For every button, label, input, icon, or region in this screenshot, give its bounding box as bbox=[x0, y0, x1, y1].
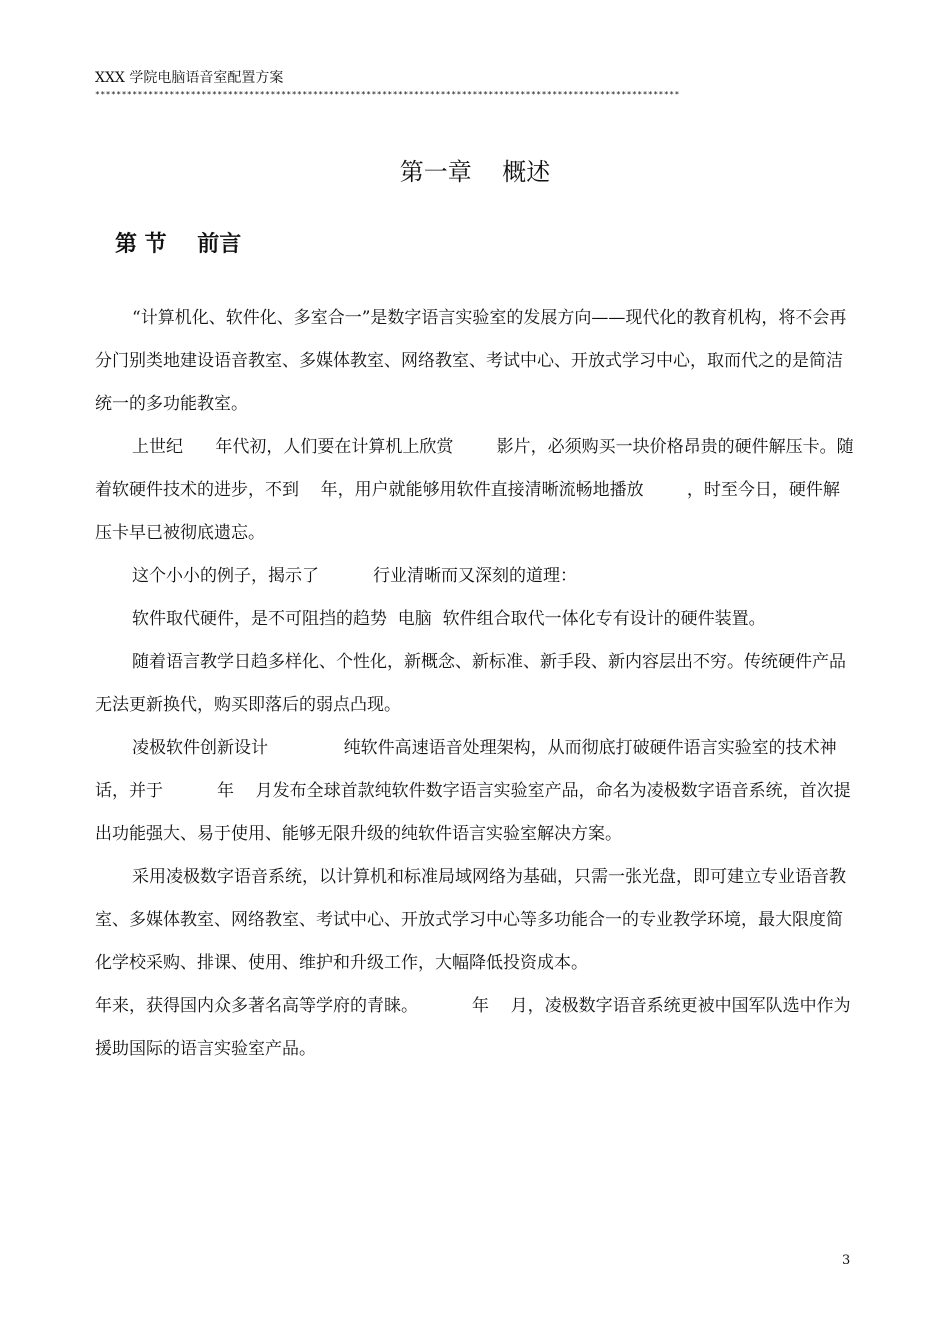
paragraph: 凌极软件创新设计 纯软件高速语音处理架构，从而彻底打破硬件语言实验室的技术神话，并于 年 月发布全球首款纯软件数字语言实验室产品，命名为凌极数字语音系统，首次提出功能强大、易于使用、能够无限升级的纯软件语言实验室解决方案。 bbox=[95, 738, 851, 844]
page-number: 3 bbox=[842, 1253, 851, 1268]
chapter-title: 第一章 概述 bbox=[399, 158, 551, 186]
paragraph: 年来，获得国内众多著名高等学府的青睐。 年 月，凌极数字语音系统更被中国军队选中作为援助国际的语言实验室产品。 bbox=[95, 996, 851, 1059]
paragraph: 这个小小的例子，揭示了 行业清晰而又深刻的道理： bbox=[132, 566, 578, 586]
running-header-title: XXX 学院电脑语音室配置方案 bbox=[95, 70, 284, 86]
header-asterisk-rule: ************************************************************************************************************** bbox=[95, 90, 680, 99]
body-text bbox=[95, 297, 855, 1071]
paragraph: “计算机化、软件化、多室合一”是数字语言实验室的发展方向——现代化的教育机构，将不会再分门别类地建设语音教室、多媒体教室、网络教室、考试中心、开放式学习中心，取而代之的是简洁统一的多功能教室。 bbox=[95, 308, 847, 414]
paragraph: 采用凌极数字语音系统，以计算机和标准局域网络为基础，只需一张光盘，即可建立专业语音教室、多媒体教室、网络教室、考试中心、开放式学习中心等多功能合一的专业教学环境，最大限度简化学校采购、排课、使用、维护和升级工作，大幅降低投资成本。 bbox=[95, 867, 846, 973]
paragraph: 随着语言教学日趋多样化、个性化，新概念、新标准、新手段、新内容层出不穷。传统硬件产品无法更新换代，购买即落后的弱点凸现。 bbox=[95, 652, 846, 715]
paragraph: 上世纪 年代初，人们要在计算机上欣赏 影片，必须购买一块价格昂贵的硬件解压卡。随着软硬件技术的进步，不到 年，用户就能够用软件直接清晰流畅地播放 ，时至今日，硬件解压卡早已被彻底遗忘。 bbox=[95, 437, 854, 543]
section-title: 第 节 前言 bbox=[115, 231, 242, 257]
paragraph: 软件取代硬件，是不可阻挡的趋势 电脑 软件组合取代一体化专有设计的硬件装置。 bbox=[132, 609, 766, 629]
